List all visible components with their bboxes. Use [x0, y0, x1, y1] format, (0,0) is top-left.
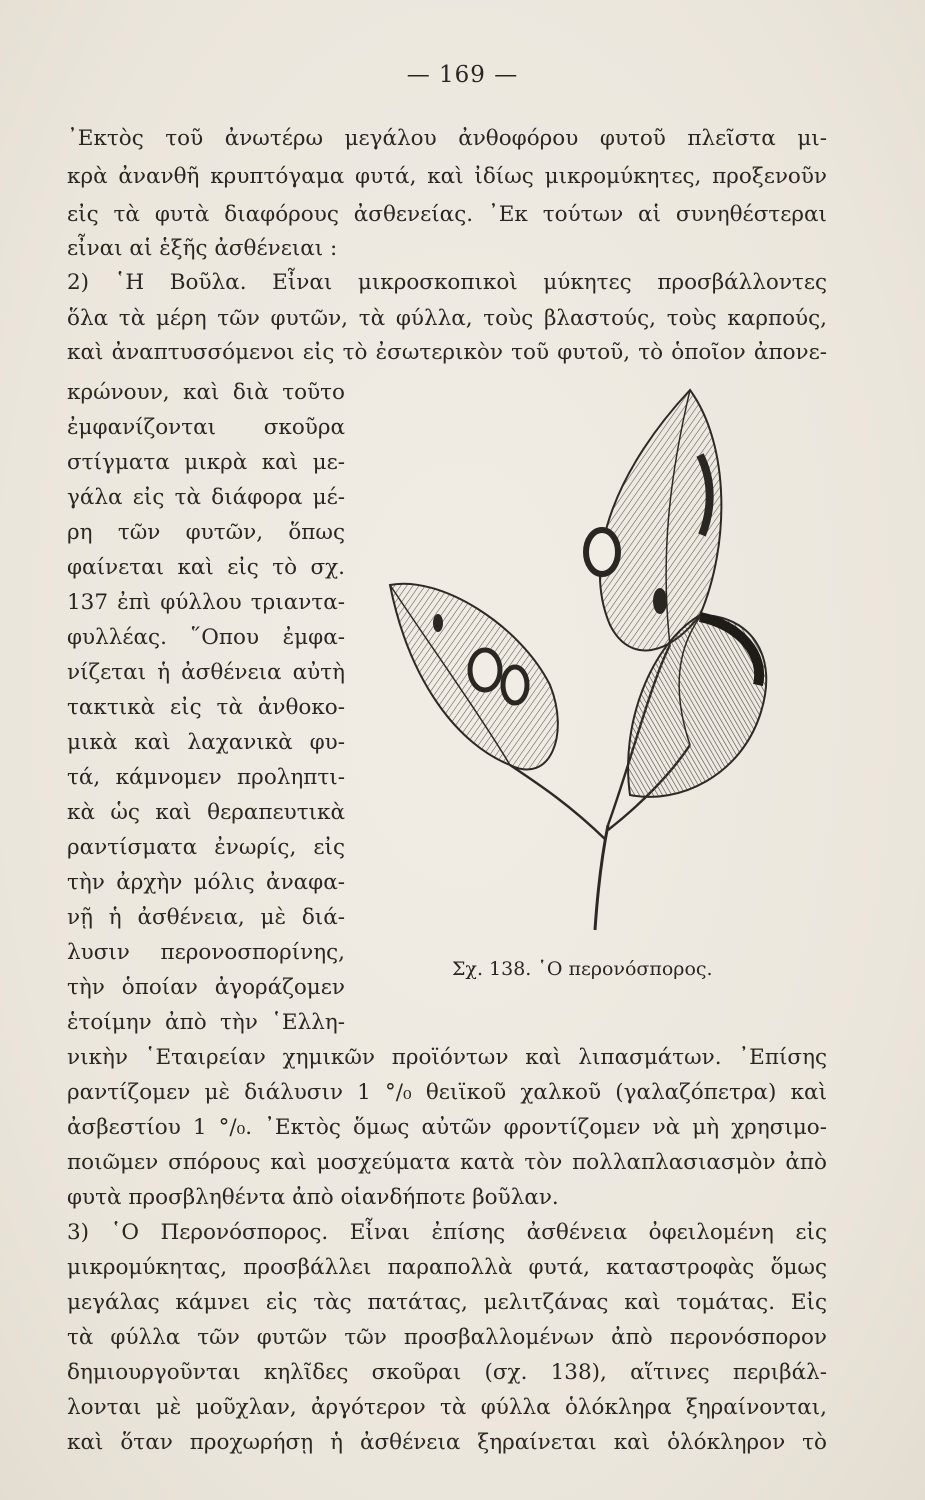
- text-line: γάλα εἰς τὰ διάφορα μέ-: [67, 485, 345, 510]
- text-line: καὶ ὅταν προχωρήσῃ ἡ ἀσθένεια ξηραίνεται καὶ ὁλόκληρον τὸ: [67, 1430, 827, 1455]
- text-line: νῇ ἡ ἀσθένεια, μὲ διά-: [67, 905, 345, 930]
- text-line: φαίνεται καὶ εἰς τὸ σχ.: [67, 555, 345, 580]
- text-line: κρώνουν, καὶ διὰ τοῦτο: [67, 380, 345, 405]
- text-line: νίζεται ἡ ἀσθένεια αὐτὴ: [67, 660, 345, 685]
- text-line: δημιουργοῦνται κηλῖδες σκοῦραι (σχ. 138), αἵτινες περιβάλ-: [67, 1360, 827, 1385]
- text-line: φυτὰ προσβληθέντα ἀπὸ οἱανδήποτε βοῦλαν.: [67, 1185, 559, 1210]
- page-number: — 169 —: [406, 62, 519, 88]
- text-line: μικὰ καὶ λαχανικὰ φυ-: [67, 730, 345, 755]
- text-line: λονται μὲ μοῦχλαν, ἀργότερον τὰ φύλλα ὁλόκληρα ξηραίνονται,: [67, 1395, 827, 1420]
- text-line: ἀσβεστίου 1 °/₀. ᾿Εκτὸς ὅμως αὐτῶν φροντίζομεν νὰ μὴ χρησιμο-: [67, 1115, 827, 1140]
- text-line: τὰ φύλλα τῶν φυτῶν τῶν προσβαλλομένων ἀπὸ περονόσπορον: [67, 1325, 827, 1350]
- text-line: ποιῶμεν σπόρους καὶ μοσχεύματα κατὰ τὸν πολλαπλασιασμὸν ἀπὸ: [67, 1150, 827, 1175]
- text-line: 2) ῾Η Βοῦλα. Εἶναι μικροσκοπικοὶ μύκητες προσβάλλοντες: [67, 270, 827, 295]
- text-line: καὶ ἀναπτυσσόμενοι εἰς τὸ ἐσωτερικὸν τοῦ φυτοῦ, τὸ ὁποῖον ἀπονε-: [67, 340, 827, 365]
- figure-caption: Σχ. 138. ῾Ο περονόσπορος.: [452, 958, 713, 980]
- text-line: ὅλα τὰ μέρη τῶν φυτῶν, τὰ φύλλα, τοὺς βλαστούς, τοὺς καρπούς,: [67, 306, 827, 331]
- text-line: μικρομύκητας, προσβάλλει παραπολλὰ φυτά, καταστροφὰς ὅμως: [67, 1255, 827, 1280]
- text-line: τακτικὰ εἰς τὰ ἀνθοκο-: [67, 695, 345, 720]
- text-line: νικὴν ῾Εταιρείαν χημικῶν προϊόντων καὶ λιπασμάτων. ᾿Επίσης: [67, 1045, 827, 1070]
- text-line: φυλλέας. ῞Οπου ἐμφα-: [67, 625, 345, 650]
- text-line: 137 ἐπὶ φύλλου τριαντα-: [67, 590, 345, 615]
- text-line: 3) ῾Ο Περονόσπορος. Εἶναι ἐπίσης ἀσθένεια ὀφειλομένη εἰς: [67, 1220, 827, 1245]
- text-line: κρὰ ἀνανθῆ κρυπτόγαμα φυτά, καὶ ἰδίως μικρομύκητες, προξενοῦν: [67, 164, 827, 189]
- text-line: ἑτοίμην ἀπὸ τὴν ῾Ελλη-: [67, 1010, 345, 1035]
- text-line: στίγματα μικρὰ καὶ με-: [67, 450, 345, 475]
- text-line: ραντίζομεν μὲ διάλυσιν 1 °/₀ θειϊκοῦ χαλκοῦ (γαλαζόπετρα) καὶ: [67, 1080, 827, 1105]
- text-line: κὰ ὡς καὶ θεραπευτικὰ: [67, 800, 345, 825]
- text-line: λυσιν περονοσπορίνης,: [67, 940, 345, 965]
- text-line: ρη τῶν φυτῶν, ὅπως: [67, 520, 345, 545]
- text-line: ᾿Εκτὸς τοῦ ἀνωτέρω μεγάλου ἀνθοφόρου φυτοῦ πλεῖστα μι-: [67, 126, 827, 151]
- text-line: μεγάλας κάμνει εἰς τὰς πατάτας, μελιτζάνας καὶ τομάτας. Εἰς: [67, 1290, 827, 1315]
- leaf-illustration: [370, 385, 770, 945]
- text-line: εἰς τὰ φυτὰ διαφόρους ἀσθενείας. ᾿Εκ τούτων αἱ συνηθέστεραι: [67, 202, 827, 227]
- text-line: ἐμφανίζονται σκοῦρα: [67, 415, 345, 440]
- text-line: ραντίσματα ἐνωρίς, εἰς: [67, 835, 345, 860]
- text-line: εἶναι αἱ ἑξῆς ἀσθένειαι :: [67, 236, 338, 261]
- text-line: τὴν ὁποίαν ἀγοράζομεν: [67, 975, 345, 1000]
- text-line: τά, κάμνομεν προληπτι-: [67, 765, 345, 790]
- text-line: τὴν ἀρχὴν μόλις ἀναφα-: [67, 870, 345, 895]
